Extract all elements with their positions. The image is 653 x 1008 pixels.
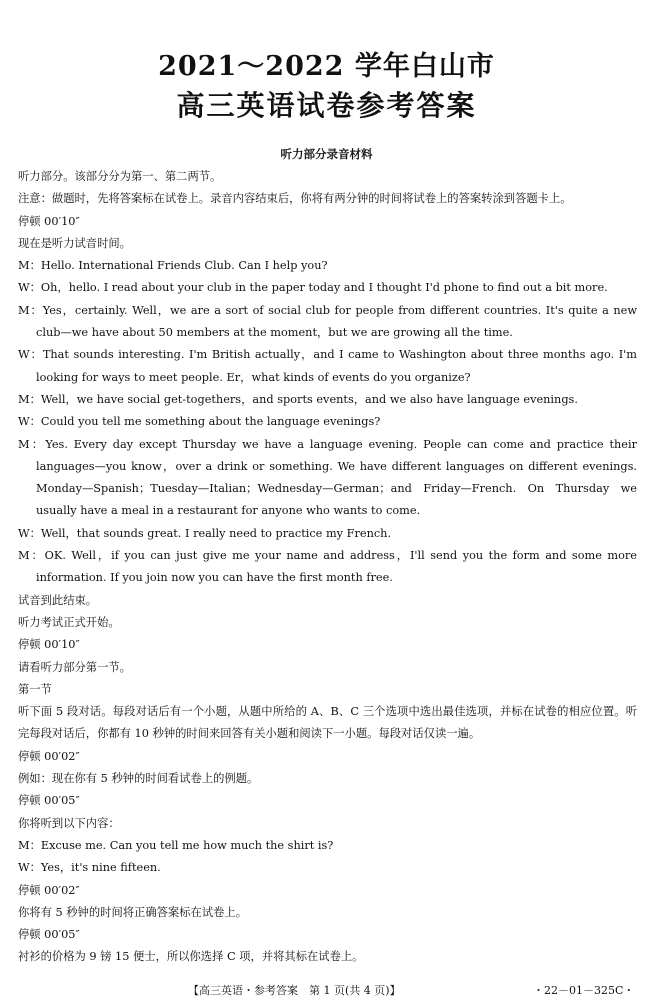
dialogue-line: W：Yes，it's nine fifteen. <box>18 861 161 875</box>
text-line: 听力部分。该部分分为第一、第二两节。 <box>18 170 222 183</box>
document-code: ・22－01－325C・ <box>533 984 635 997</box>
text-line: 你将有 5 秒钟的时间将正确答案标在试卷上。 <box>18 905 248 919</box>
text-line: 停顿 00′10″ <box>18 638 80 652</box>
text-line: 停顿 00′05″ <box>18 794 80 808</box>
text-line: 停顿 00′02″ <box>18 749 80 763</box>
dialogue-line: W：Oh，hello. I read about your club in the paper today and I thought I'd phone to find out a bit more. <box>18 281 608 295</box>
text-line: 停顿 00′10″ <box>18 214 80 228</box>
dialogue-line: M：OK. Well，if you can just give me your name and address，I'll send you the form and some more information. If you join now you can have the first month free. <box>18 549 637 585</box>
text-line: 请看听力部分第一节。 <box>18 660 131 674</box>
text-line: 注意：做题时，先将答案标在试卷上。录音内容结束后，你将有两分钟的时间将试卷上的答案转涂到答题卡上。 <box>18 192 572 206</box>
text-line: 试音到此结束。 <box>18 593 98 607</box>
text-line: 停顿 00′02″ <box>18 883 80 897</box>
section-subtitle: 听力部分录音材料 <box>280 147 373 161</box>
text-line: 衬衫的价格为 9 镑 15 便士，所以你选择 C 项，并将其标在试卷上。 <box>18 950 364 964</box>
dialogue-line: M：Yes. Every day except Thursday we have a language evening. People can come and practice their languages—you know，over a drink or something. We have different languages on different evenings. Monday—Spanish；Tuesday—Italian；Wednesday—German；and Friday—French. On Thursday we usually have a meal in a restaurant for anyone who wants to come. <box>18 437 637 518</box>
text-line: 例如：现在你有 5 秒钟的时间看试卷上的例题。 <box>18 772 259 786</box>
section-heading: 第一节 <box>18 682 52 696</box>
instruction-paragraph: 听下面 5 段对话。每段对话后有一个小题，从题中所给的 A、B、C 三个选项中选出最佳选项，并标在试卷的相应位置。听完每段对话后，你都有 10 秒钟的时间来回答有关小题和阅读下一小题。每段对话仅读一遍。 <box>18 705 637 741</box>
page-number-label: 【高三英语・参考答案 第 1 页(共 4 页)】 <box>188 984 401 997</box>
text-line: 现在是听力试音时间。 <box>18 236 131 250</box>
dialogue-line: M：Yes，certainly. Well，we are a sort of social club for people from different countries. It's quite a new club—we have about 50 members at the moment，but we are growing all the time. <box>18 303 637 340</box>
title-year-region: 2021～2022 学年白山市 <box>158 51 495 82</box>
text-line: 听力考试正式开始。 <box>18 615 120 629</box>
page-footer <box>0 982 653 1000</box>
title-answer-key: 高三英语试卷参考答案 <box>176 89 477 122</box>
dialogue-line: M：Well，we have social get-togethers，and sports events，and we also have language evenings. <box>18 392 578 406</box>
text-line: 你将听到以下内容： <box>18 816 120 830</box>
dialogue-line: W：Could you tell me something about the language evenings? <box>18 415 381 429</box>
document-body <box>18 166 637 969</box>
text-line: 停顿 00′05″ <box>18 928 80 942</box>
dialogue-line: M：Hello. International Friends Club. Can I help you? <box>18 259 328 273</box>
dialogue-line: W：That sounds interesting. I'm British actually，and I came to Washington about three months ago. I'm looking for ways to meet people. Er，what kinds of events do you organize? <box>18 348 637 384</box>
dialogue-line: M：Excuse me. Can you tell me how much the shirt is? <box>18 838 334 852</box>
dialogue-line: W：Well，that sounds great. I really need to practice my French. <box>18 526 392 540</box>
